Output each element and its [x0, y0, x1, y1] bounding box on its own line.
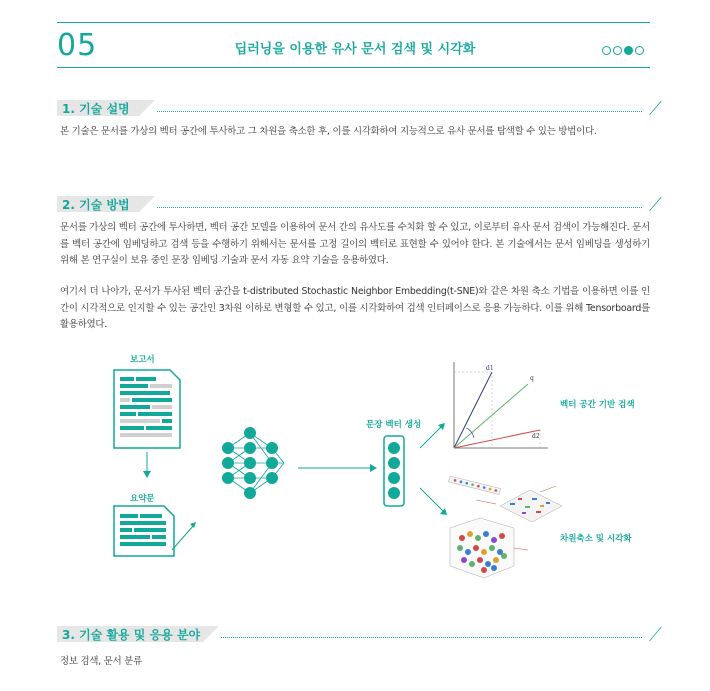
pipeline-diagram — [100, 348, 660, 598]
dim-reduction-label: 차원축소 및 시각화 — [560, 534, 632, 544]
sentence-vector-label: 문장 벡터 생성 — [366, 420, 422, 430]
section-paragraph: 본 기술은 문서를 가상의 벡터 공간에 투사하고 그 차원을 축소한 후, 이를 시각화하여 지능적으로 유사 문서를 탐색할 수 있는 방법이다. — [60, 126, 597, 137]
section-paragraph: 여기서 더 나아가, 문서가 투사된 벡터 공간을 t-distributed Stochastic Neighbor Embedding(t-SNE)와 같은 차원 축소 기법을 이용하면 이를 인간이 시각적으로 인지할 수 있는 공간인 3차원 이하로 변형할 수 있고, 이를 시각화하여 검색 인터페이스로 응용 가능하다. 이를 위해 Tensorboard를 활용하였다. — [60, 286, 650, 330]
vector-label: d1 — [486, 365, 494, 372]
report-document-icon — [114, 370, 180, 448]
vector-label: q — [530, 375, 534, 382]
section-paragraph: 문서를 가상의 벡터 공간에 투사하면, 벡터 공간 모델을 이용하여 문서 간의 유사도를 수치화 할 수 있고, 이로부터 유사 문서 검색이 가능해진다. 문서를 벡터 공간에 임베딩하고 검색 등을 수행하기 위해서는 문서를 고정 길이의 벡터로 표현할 수 있어야 한다. 본 기술에서는 문서 임베딩을 생성하기 위해 본 연구실이 보유 중인 문장 임베딩 기술과 문서 자동 요약 기술을 응용하였다. — [60, 222, 650, 266]
report-label: 보고서 — [130, 355, 155, 365]
page-title: 딥러닝을 이용한 유사 문서 검색 및 시각화 — [234, 42, 476, 57]
vector-search-label: 벡터 공간 기반 검색 — [560, 400, 635, 410]
pipeline-figure — [100, 348, 660, 598]
page-dot — [635, 46, 644, 55]
summary-label: 요약문 — [130, 494, 155, 504]
dimension-reduction-visual — [449, 476, 562, 578]
page-dot — [613, 46, 622, 55]
section-title: 2. 기술 방법 — [62, 198, 130, 212]
vector-space-plot — [454, 362, 548, 448]
section-heading — [57, 194, 650, 214]
page-dot-active — [624, 46, 633, 55]
section-title: 1. 기술 설명 — [62, 102, 130, 116]
page-indicator — [602, 40, 646, 59]
section-title: 3. 기술 활용 및 응용 분야 — [62, 628, 201, 642]
summary-document-icon — [114, 506, 174, 556]
section-paragraph: 정보 검색, 문서 분류 — [60, 656, 142, 667]
page-dot — [602, 46, 611, 55]
sentence-vector-icon — [384, 436, 404, 506]
section-heading — [57, 98, 650, 118]
header-bottom-rule — [57, 67, 650, 68]
vector-label: d2 — [532, 433, 540, 440]
section-heading — [57, 624, 650, 644]
page-number: 05 — [57, 28, 98, 63]
header-top-rule — [57, 22, 650, 23]
